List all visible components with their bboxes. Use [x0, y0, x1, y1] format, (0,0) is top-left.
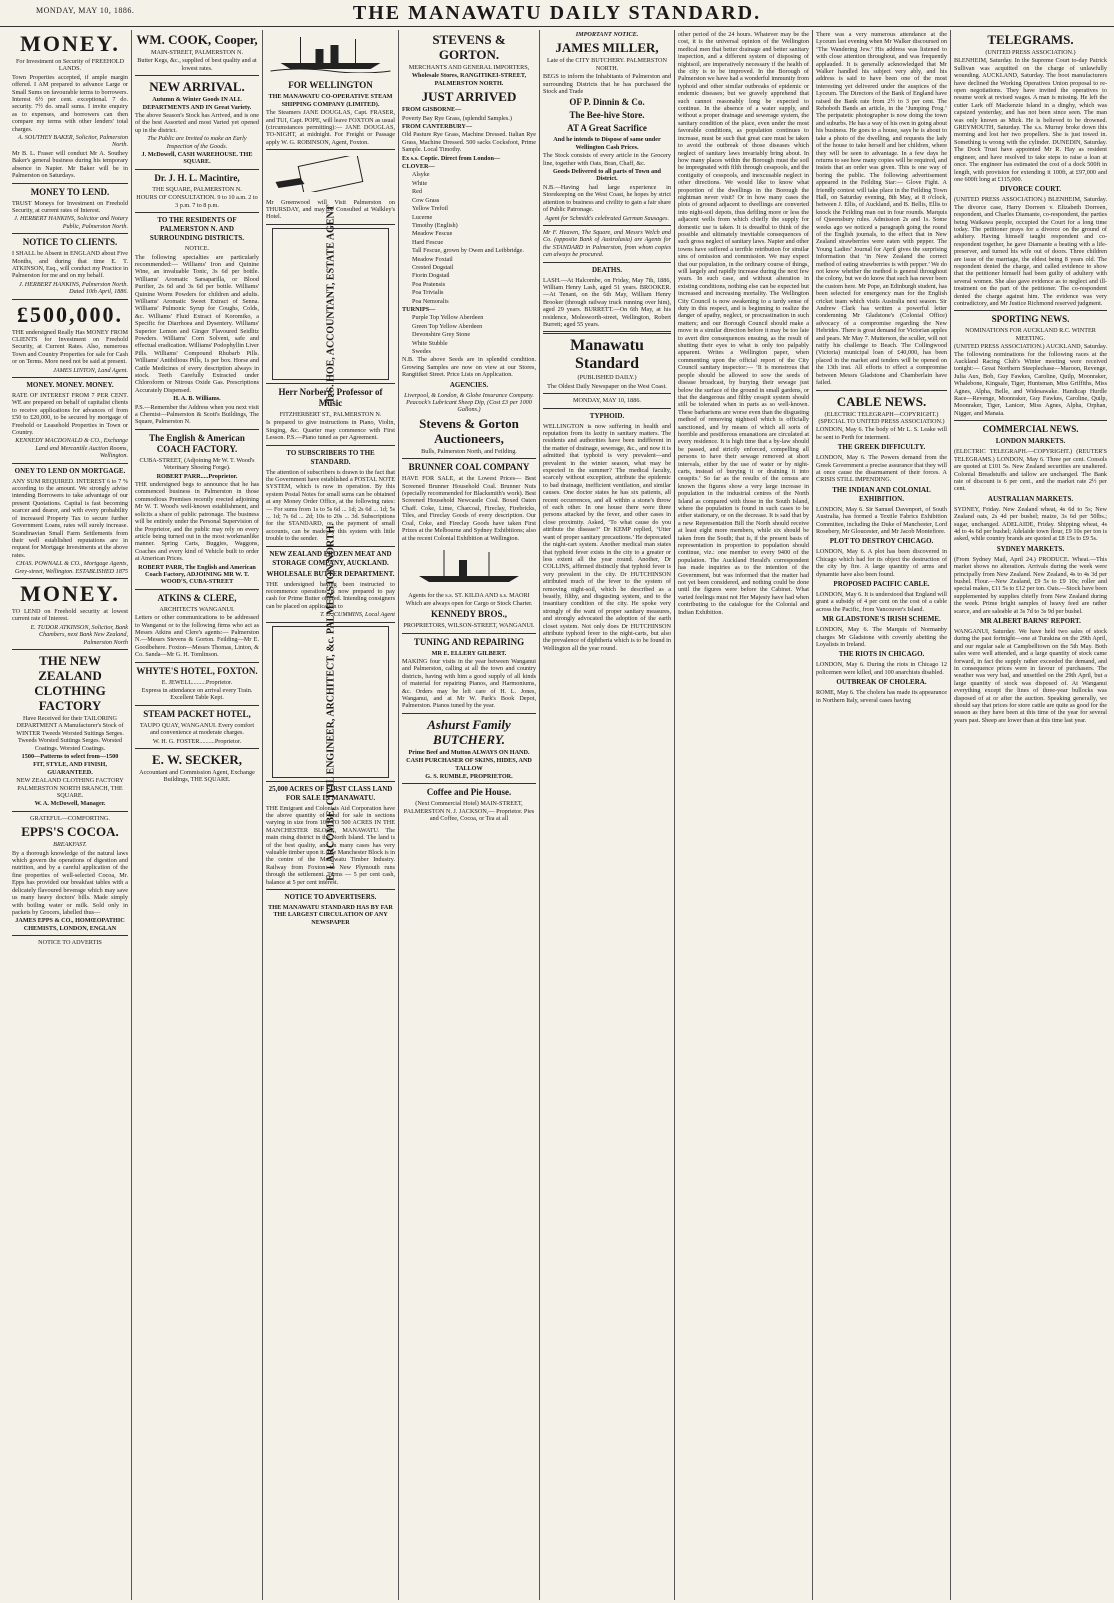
money-body: Town Properties accepted, if ample margin offered. I AM prepared to advance Large or Small Sums on favourable terms to borrowers. Interest 6½ per cent. exceptional. 7 do. security. 7½ do. small sums. I invite enquiry as to expenses, and borrowers can then compare my terms with other lenders' total charges.	[12, 73, 128, 133]
coop-heading: THE MANAWATU CO-OPERATIVE STEAM SHIPPING COMPANY (LIMITED).	[268, 93, 393, 108]
greenwood-body: Mr Greenwood will Visit Palmerston on THURSDAY, and may be Consulted at Walkley's Hotel.	[266, 198, 395, 221]
arrival-signature: J. McDowell, CASH WAREHOUSE. THE SQUARE.	[141, 151, 253, 166]
list-item: Poa Trivialis	[412, 289, 444, 297]
column-6	[678, 30, 813, 1600]
list-item: White	[412, 179, 428, 187]
telegrams-body: BLENHEIM, Saturday. In the Supreme Court to-day Patrick Sullivan was acquitted on the charge of unlawfully wounding. AUCKLAND, Saturday. The boot manufacturers have declined the Working Operatives Union proposal to re-open negotiations. They have invited the operatives to resume work at revised wages. A man is missing. He left the cutter Lark off Mackenzie Island in a dinghy, which was capsized yesterday, and has not been since seen. The man was only known as Mick. He is believed to be drowned. GREYMOUTH, Saturday. The s.s. Murray broke down this morning and lost her two propellers. She is just towed in. Something is wrong with the cylinder. DUNEDIN, Saturday. The Dock Trust have appointed Mr R. Hay as resident engineer, and have resolved to take steps to raise a loan at once. The engineer has estimated the cost of a dock 500ft in length, with provision for extending it 100ft, at £97,000 and one 600ft long at £115,000.	[954, 57, 1107, 183]
coach-body: THE undersigned begs to announce that he has commenced business in Palmerston in those commodious Premises recently erected adjoining Mr W. T. Wood's well-known establishment, and solicits a share of public patronage. The business will be entirely under the Personal Supervision of the Proprietor, and the public may rely on every article being turned out in the most workmanlike manner. Spring Carts, Buggies, Waggons, Coaches and every kind of Vehicle built to order at American Prices.	[135, 481, 259, 563]
epps-tagline: GRATEFUL—COMFORTING.	[30, 814, 110, 822]
kennedy-heading: KENNEDY BROS.,	[431, 609, 507, 620]
typhoid-heading: TYPHOID.	[589, 411, 625, 420]
list-item: Crested Dogstail	[412, 263, 454, 271]
list-item: Swedes	[412, 348, 431, 355]
chicago-body: LONDON, May 6. A plot has been discovered in Chicago which had for its object the destruction of the city by fire. A large quantity of arms and dynamite have also been found.	[816, 548, 947, 578]
money-heading: MONEY.	[20, 31, 120, 56]
money2-signature: E. TUDOR ATKINSON, Solicitor, Bank Chambers, next Bank New Zealand, Palmerston North	[30, 623, 128, 646]
sg-coptic: Ex s.s. Coptic. Direct from London—	[402, 154, 501, 162]
miller-body2: The Stock consists of every article in the Grocery line, together with Oats, Bran, Chaff, &c.	[543, 152, 671, 167]
editorial-continuation: other period of the 24 hours. Whatever may be the cost, it is the universal opinion of the Wellington medical men that better drainage and better sanitary inspection, and a different system of disposing of nightsoil, are imperatively necessary if the health of the city is to be improved. In the Borough of Palmerston we have had a wonderful immunity from typhoid and other similar outbreaks of epidemic or endemic diseases; but we gravely apprehend that such cannot reasonably long be expected to continue. In the absence of a water supply, and without a proper drainage and sewerage system, the sanitary condition of the place, even under the most favorable conditions, as population continues to increase, must be such that great care must be taken to avoid the outbreak of those diseases which neglect of sanitary laws invariably bring about. In how many places within the Borough must the soil be impregnated with filth through cesspools, and the contiguity of cesspools, and inexcusable neglect in other directions. We would like to know what proportion of the dwellings in the Borough the nightman never visit? Or in how many cases the plots of ground adjacent to dwellings are converted into night-soil depots, thus defiling more or less the adjacent wells from which chiefly the supply for domestic use is taken. It is dreadful to think of the possible and ultimately inevitable consequences of such gross neglect of sanitary laws. Napier and other towns have suffered a terrible retribution for similar sins of omission and commission. We may expect that our population, in the ordinary course of things, will largely and rapidly increase during the next few years. In such case, and without alteration in existing conditions, nothing else can be expected but increased and increasing mortality. The Wellington City Council is now awakening to a tardy sense of duty in this respect, and is beginning to realize the danger of apathy, neglect, or procrastination in such matters; and our Borough Council should make a move in a similar direction before it may be too late to avert dire consequences ensuing, as the result of shutting their eyes to what is only too palpably apparent. Writes a Wellington paper, when commenting upon the official report of the City Council sanitary inspector:— ‘It is monstrous that people should be allowed to sow the seeds of disease broadcast, by burying their sewage just below the surface of the ground in small gardens, or that the dangerous and filthy cesspit system should still be tolerated when in parts as so well-known. These barbarisms are worse even than the disgusting method of removing nightsoil which is officially sanctioned, and by means of which all sorts of horrible and pestiferous emanations are circulated at every residence. It is high time that a by-law should be passed, and strictly enforced, compelling all persons to have their sewage removed at short intervals, either by the use of water or by night-carts, instead of burying it or draining it into cesspits.’ So far as the results of the census are known the figures show a very large increase in population in the industrial centres of the North Island as compared with those in the South Island, where the population is found in such cases to be either stationary, or on the decrease. It is said that by a new Representation Bill the North should receive at least eight more members, while six should be taken from the South; that is, if the present basis of representation in proportion to population should continue, viz.: one member to every 9400 of the population. The Auckland Herald's correspondent has made inquiries as to the intention of the Government, but was informed that the matter had not yet been considered, and nothing could be done until the figures were before the Cabinet. What varied feelings must not Her Majesty have had when contributing to the catalogue for the Colonial and Indian Exhibition.	[678, 31, 809, 616]
commercial-heading: COMMERCIAL NEWS.	[982, 424, 1079, 435]
list-item: Hard Fescue	[412, 238, 444, 246]
list-item: Devonshire Grey Stone	[412, 331, 471, 339]
hoe-advert-text: T. S. HOE, ACCOUNTANT, ESTATE AGENT	[324, 204, 336, 404]
mmm-heading: MONEY. MONEY. MONEY.	[26, 381, 114, 389]
cholera-heading: OUTBREAK OF CHOLERA.	[836, 678, 927, 687]
epps-subheading: BREAKFAST.	[53, 841, 87, 849]
big-sum-signature: JAMES LINTON, Land Agent.	[53, 366, 128, 374]
money2-heading: MONEY.	[20, 580, 120, 606]
deaths-body: LASH.—At Halcombe, on Friday, May 7th, 1886, William Henry Lash, aged 51 years. BROOKER.—At Tenant, on the 6th May, William Henry Brooker (through railway truck running over him), aged 29 years. BURRETT.—On 6th May, at his residence, Molesworth-street, Wellington, Robert Burrett; aged 55 years.	[543, 276, 671, 328]
ashurst-body: CASH PURCHASER OF SKINS, HIDES, AND TALLOW	[406, 757, 532, 772]
big-sum-heading: £500,000.	[17, 301, 123, 327]
list-item: White Stubble	[412, 339, 448, 347]
epps-signature: JAMES EPPS & CO., HOMŒOPATHIC CHEMISTS, LONDON, ENGLAN	[15, 917, 125, 932]
heaven-notice: Mr F. Heaven, The Square, and Messrs Welch and Co. (opposite Bank of Australasia) are Agents for the STANDARD in Palmerston, from whom copies can always be procured.	[543, 228, 671, 259]
barns-body: WANGANUI, Saturday. We have held two sales of stock during the past fortnight—one at Turakina on the 29th April, and our regular sale at Campbelltown on the 5th May. Both sales were well attended, and a large quantity of stock came forward, in fact the supply rather exceeded the demand, and in consequence prices were in favour of purchasers. The weather was very bad, and unsettled on the 29th April, but a large quantity of stock was disposed of. At Wanganui everything except the lines of three-year bullocks was disposed of at or after the auction. Speaking generally, we should say that prices for store cattle are quite as good for the season as they have been at this time of the year for several years past. Sheep are lower than at this time last year.	[954, 628, 1107, 724]
australian-heading: AUSTRALIAN MARKETS.	[987, 494, 1074, 503]
sacrifice: AT A Great Sacrifice	[567, 123, 647, 134]
agencies-body: Liverpool, & London, & Globe Insurance Company. Peacock's Lubricant Sheep Dip, (Cost £3 per 1000 Gallons.)	[404, 391, 534, 414]
steamship-illustration	[402, 546, 536, 586]
mortgage-heading: ONEY TO LEND ON MORTGAGE.	[14, 466, 126, 475]
pacific-heading: PROPOSED PACIFIC CABLE.	[833, 580, 930, 588]
list-item: Green Top Yellow Aberdeen	[412, 322, 483, 330]
list-item: Fiorin Dogstail	[412, 272, 450, 280]
agencies-heading: AGENCIES.	[449, 380, 489, 389]
nz-clothing-body: Have Received for their TAILORING DEPARTMENT A Manufacturer's Stock of WINTER Tweeds Worsted Suitings Serges. Tweeds Worsted Suitings Serges. Worsted Coatings. Worsted Coatings.	[16, 714, 124, 752]
telegrams-heading: TELEGRAMS.	[987, 32, 1074, 47]
sg-gisborne-text: Poverty Bay Rye Grass, (splendid Samples.)	[402, 114, 512, 122]
colonial-body: LONDON, May 6. Sir Samuel Davenport, of South Australia, has formed a Textile Fabrics Exhibition Committee, including the Duke of Manchester, Lord Rosebery, Mr Gloucester, and Mr Jacob Montefiore.	[816, 505, 947, 535]
list-item: Tall Fescue, grown by Owen and Leibbridge.	[412, 247, 524, 255]
list-item: Meadow Fescue	[412, 230, 453, 238]
sg-gisborne: FROM GISBORNE—	[402, 106, 462, 114]
whyte-body: Express in attendance on arrival every Train. Excellent Table Kept.	[141, 687, 253, 702]
list-item: Meadow Foxtail	[412, 255, 453, 263]
coach-proprietor: ROBERT PARR.....Proprietor.	[156, 472, 238, 480]
masthead-title: THE MANAWATU DAILY STANDARD.	[352, 2, 762, 24]
cable-body: LONDON, May 6. The body of Mr L. S. Leake will be sent to Perth for interment.	[816, 426, 947, 441]
frozen-meat-heading: NEW ZEALAND FROZEN MEAT AND STORAGE COMPANY, AUCKLAND.	[269, 549, 392, 567]
local-news: There was a very numerous attendance at the Lyceum last evening when Mr Walker discoursed on ‘The Wandering Jew.’ His address was listened to with close attention throughout, and was frequently applauded. It is generally acknowledged that Mr Walker handled his subject very ably, and his address is said to have been one of the most interesting yet delivered under the auspices of the Lyceum. The Directors of the Bank of England have raised the Bank rate from 2½ to 3 per cent. The Rehoboth Bands an article, in the ‘Jumping Frog.’ The peripatetic photographer is now doing the town and suburbs. He has a way of his own in going about his business. He goes to a house, says he is about to take a photo of the dwelling, and requests the lady of the house to take herself and her children, where they will be seen to advantage. In a few days he returns to see how many copies will be required, and insists that an order was given. This is one way of boring the public. The following advertisement appeared in the Feilding Star:— Glove Fight. A friendly contest will take place in the Feilding Town Hall, on Saturday evening, 8th May, at 8 o'clock, between J. Ellis, of Auckland, and B. Bellis, Ellis to knock the Feilding man out in four rounds. Marquis of Queensbury rules. Admission 2s and 1s. Some weeks ago we noticed a paragraph going the round of the English journals, to the effect that in New Zealand strawberries were eaten with pepper. The Young Ladies' Journal for April gives the surprising information that ‘in New Zealand the correct method of eating strawberries is with pepper.’ We do not know whether the method is general throughout the colony, but we do know that such has never been the custom here. Mr Pope, an Edinburgh student, has been selected for emergency man for the English cricket team which visits Australia next season. Sir Andrew Clark has written a powerful letter condemning Mr Gladstone's (Colonial Office) advocacy of a compromise regarding the New Hebrides. There is great demand for Victorian apples and pears. Mr May 7. Mutterson, the sculler, will not ratify his challenge to Beach. The Collingwood (Victoria) municipal loan of £40,000, has been placed in the market and tenders will be opened on the 13th inst. All efforts to effect a compromise between Messrs Gladstone and Chamberlain have failed.	[816, 31, 948, 387]
coach-signature: ROBERT PARR, The English and American Coach Factory, ADJOINING MR W. T. WOOD'S, CUBA-STREET	[138, 563, 256, 586]
paper-title: Manawatu Standard	[570, 337, 644, 373]
packet-signature: W. H. G. FOSTER..........Proprietor.	[152, 737, 242, 745]
sg-heading: STEVENS & GORTON.	[432, 32, 506, 62]
list-item: Purple Top Yellow Aberdeen	[412, 314, 484, 322]
column-1	[12, 30, 132, 1600]
telegrams-sub: (UNITED PRESS ASSOCIATION.)	[985, 49, 1076, 56]
subscribers-body: The attention of subscribers is drawn to the fact that the Government have established a POSTAL NOTE SYSTEM, which is now in operation. By this system Postal Notes for small sums can be obtained at any Money Order Office, at the following rates:— For sums from 1s to 5s 6d ... 1d; 2s 6d ... 1d; 5s ... 1d; 7s 6d ... 2d; 10s to 20s ... 3d. Subscriptions for the STANDARD, or the payment of small accounts, can be made by this system with little trouble to the sender.	[266, 468, 395, 543]
australian-body: SYDNEY, Friday. New Zealand wheat, 4s 6d to 5s; New Zealand oats, 2s 4d per bushel; maize, 3s 6d per 50lbs.; sugar, unchanged. ADELAIDE, Friday. Shipping wheat, 4s 4d to 4s 6d per bushel; Adelaide town flour, £9 10s per ton is asked, while country brands are quoted at £8 15s to £9 5s.	[954, 505, 1107, 543]
column-7	[816, 30, 951, 1600]
coach-address: CUBA-STREET, (Adjoining Mr W. T. Wood's Veterinary Shoeing Forge).	[139, 456, 255, 472]
miller-sub: Late of the CITY BUTCHERY. PALMERSTON NORTH.	[547, 57, 667, 72]
money-subheading: For Investment on Security of FREEHOLD LANDS.	[15, 58, 125, 73]
packet-body: TAUPO QUAY, WANGANUI. Every comfort and convenience at moderate charges.	[139, 721, 255, 737]
notice-clients-body: I SHALL be Absent in ENGLAND about Five Months, and during that time E. T. ATKINSON, Esq., will conduct my Practice in Palmerston for me and on my behalf.	[12, 250, 128, 280]
tuning-sub: MR E. ELLERY GILBERT.	[431, 649, 507, 657]
turnips-list	[402, 314, 536, 355]
butter-signature: T. D. CUMMINS, Local Agent	[320, 611, 395, 619]
dinnin: OF P. Dinnin & Co.	[569, 97, 645, 108]
atkins-heading: ATKINS & CLERE,	[157, 592, 237, 603]
arrival-body: The above Season's Stock has Arrived, and is one of the best Assorted and most Varied yet opened up in the district.	[135, 112, 259, 134]
norberg-address: FITZHERBERT ST., PALMERSTON N.	[279, 410, 382, 418]
nz-clothing-signature: W. A. McDowell, Manager.	[34, 800, 106, 808]
residents-ps: P.S.—Remember the Address when you next visit a Chemist—Palmerston & Scott's Buildings, The Square, Palmerston N.	[135, 403, 259, 426]
masthead-date: MONDAY, MAY 10, 1886.	[36, 6, 135, 15]
coffee-body: (Next Commercial Hotel) MAIN-STREET, PALMERSTON N. J. JACKSON,— Proprietor. Pies and Coffee, Cocoa, or Tea at all	[403, 800, 535, 823]
arrival-subheading: Autumn & Winter Goods IN ALL DEPARTMENTS AND IN Great Variety.	[142, 96, 252, 111]
list-item: Timothy (English)	[412, 221, 458, 229]
epps-body: By a thorough knowledge of the natural laws which govern the operations of digestion and nutrition, and by a careful application of the fine properties of well-selected Cocoa, Mr. Epps has provided our breakfast tables with a delicately flavoured beverage which may save us many heavy doctors' bills. Made simply with boiling water or milk. Sold only in packets by Grocers, labelled thus—	[12, 849, 128, 916]
miller-heading: JAMES MILLER,	[555, 40, 659, 56]
acres-body: THE Emigrant and Colonists Aid Corporation have the above quantity of land for sale in sections varying in size from 100 TO 500 ACRES IN THE MANCHESTER BLOCK, MANAWATU. The main rising district in the North Island. The land is of the best quality, and in many cases has very valuable timber upon it. The Manchester Block is in the centre of the Manawatu Timber Industry. Railway from Foxton to New Plymouth runs through the settlement. Terms — 5 per cent cash, balance at 5 per cent interest.	[266, 804, 395, 886]
residents-notice: NOTICE.	[184, 245, 210, 253]
sg-note: N.B. The above Seeds are in splendid condition. Growing Samples are now on view at our Stores, Rangitikei Street. Price Lists on Application.	[402, 356, 536, 379]
column-5	[543, 30, 675, 1600]
list-item: Lucerne	[412, 213, 433, 221]
secker-heading: E. W. SECKER,	[152, 752, 242, 768]
tuning-body: MAKING four visits in the year between Wanganui and Palmerston, calling at all the town and country districts, having with him a good supply of all kinds of material for repairing Pianos, and Harmoniums, &c. Orders may be left care of H. L. Jones, Wanganui, and at Mr W. Park's Book Depot, Palmerston. Pianos tuned by the year.	[402, 657, 536, 710]
list-item: Poa Nemoralis	[412, 297, 449, 305]
sporting-body: (UNITED PRESS ASSOCIATION.) AUCKLAND, Saturday. The following nominations for the following races at the Auckland Racing Club's Winter meeting were received tonight:— Great Northern Steeplechase—Maroon, Revenge, Julia Aux, Bob, Guy Fawkes, Caroline, Quilp, Moonraker, Whalebone, Kingsale, Tiger, Huntsman, Miss Griffiths, Miss Agnes, Alpha, Belle, and Widesawake. Handicap Hurdle Race—Revenge, Moonraker, Guy Fawkes, Caroline, Quilp, Moonraker, Tiger, Lanicer, Miss Agnes, Alpha, Orphan, Nigger, and Manaia.	[954, 343, 1107, 417]
column-4	[402, 30, 540, 1600]
big-sum-body: THE undersigned Really Has MONEY FROM CLIENTS for Investment on Freehold Security, at Current Rates. Also, numerous Town and Country Properties for sale for Cash or on Terms. More need not be said at present.	[12, 328, 128, 366]
cook-address: MAIN-STREET, PALMERSTON N.	[150, 49, 243, 56]
subscribers-heading: TO SUBSCRIBERS TO THE STANDARD.	[286, 448, 375, 466]
column-8	[954, 30, 1110, 1600]
sg-turnips: TURNIPS—	[402, 305, 436, 313]
residents-signature: H. A. B. Williams.	[173, 395, 221, 403]
residents-heading: TO THE RESIDENTS OF PALMERSTON N. AND SURROUNDING DISTRICTS.	[149, 216, 245, 243]
brunner-body: HAVE FOR SALE, at the Lowest Prices— Best Screened Brunner Household Coal. Brunner Nuts (specially recommended for Blacksmith's work). Best Screened Household Newcastle Coal. Boxed Oaten Chaff. Coke, Lime, Charcoal, Fireclay, Firebricks, Tiles, and Fireclay Goods of every description. Our Coal, Coke, and Fireclay Goods have taken First Prizes at the Melbourne and Sydney Exhibitions; also at the recent Colonial Exhibition at Wellington.	[402, 475, 536, 542]
arrival-invite: The Public are Invited to make an Early Inspection of the Goods.	[147, 135, 247, 150]
notice-advertisers-heading: NOTICE TO ADVERTISERS.	[284, 893, 377, 902]
wellington-cash: And he intends to Dispose of same under Wellington Cash Prices.	[553, 136, 661, 151]
kennedy-sub: PROPRIETORS, WILSON-STREET, WANGANUI.	[403, 622, 535, 630]
sg-canterbury: FROM CANTERBURY—	[402, 123, 473, 131]
delivered: Goods Delivered to all parts of Town and District.	[552, 168, 661, 183]
epps-heading: EPPS'S COCOA.	[21, 824, 119, 840]
list-item: Red	[412, 188, 422, 196]
miller-body3: N.B.—Having had large experience in Storekeeping on the West Coast, he hopes by strict attention to business and civility to gain a fair share of Public Patronage.	[543, 183, 671, 214]
paper-date: MONDAY, MAY 10, 1886.	[573, 397, 641, 405]
lend-heading: MONEY TO LEND.	[30, 186, 110, 197]
cable-sub: (ELECTRIC TELEGRAPH—COPYRIGHT.) (SPECIAL TO UNITED PRESS ASSOCIATION.)	[818, 410, 945, 425]
deaths-heading: DEATHS.	[591, 265, 623, 274]
sg-canterbury-text: Old Pasture Rye Grass, Machine Dressed. Italian Rye Grass, Machine Dressed. 500 sacks Cocksfoot, Prime Sample. Local Timothy.	[402, 131, 536, 154]
wellington-heading: FOR WELLINGTON	[288, 80, 373, 91]
gladstone-heading: MR GLADSTONE'S IRISH SCHEME.	[822, 615, 941, 624]
lend-signature: J. HERBERT HANKINS, Solicitor and Notary Public, Palmerston North.	[14, 215, 128, 230]
miller-body: BEGS to inform the Inhabitants of Palmerston and surrounding Districts that he has purchased the Stock and Trade	[543, 73, 671, 96]
sg-store: Wholesale Stores, RANGITIKEI-STREET, PALMERSTON NORTH.	[411, 72, 527, 87]
list-item: Poa Pratensis	[412, 280, 446, 288]
steamship-illustration	[266, 33, 395, 73]
riots-heading: THE RIOTS IN CHICAGO.	[838, 650, 925, 659]
coach-heading: The English & American COACH FACTORY.	[149, 432, 245, 454]
sg-subheading: MERCHANTS AND GENERAL IMPORTERS,	[408, 64, 530, 71]
brunner-heading: BRUNNER COAL COMPANY	[408, 462, 530, 473]
coffee-heading: Coffee and Pie House.	[426, 787, 512, 798]
standard-circulation: THE MANAWATU STANDARD HAS BY FAR THE LARGEST CIRCULATION OF ANY NEWSPAPER	[268, 904, 393, 926]
list-item: Cow Grass	[412, 196, 440, 204]
macintire-address: THE SQUARE, PALMERSTON N.	[152, 185, 242, 193]
column-2	[135, 30, 263, 1600]
divorce-heading: DIVORCE COURT.	[1000, 185, 1061, 194]
greek-body: LONDON, May 6. The Powers demand from the Greek Government a precise assurance that they will at once cause the disarmament of their forces. A CRISIS STILL IMPENDING.	[816, 454, 947, 484]
nz-clothing-guarantee: FIT, STYLE, AND FINISH, GUARANTEED.	[33, 761, 107, 776]
coop-body: The Steamers JANE DOUGLAS, Capt. FRASER, and TUI, Capt. POPE, will leave FOXTON as usual (circumstances permitting):— JANE DOUGLAS, TO-NIGHT, at midnight. For Freight or Passage apply W. G. ROBINSON, Agent, Foxton.	[266, 109, 395, 146]
gladstone-body: LONDON, May 6. The Marquis of Normanby charges Mr Gladstone with covertly abetting the Loyalists in Ireland.	[816, 626, 947, 649]
money-signature: A. SOUTHEY BAKER, Solicitor, Palmerston North.	[17, 134, 128, 149]
whyte-heading: WHYTE'S HOTEL, FOXTON.	[136, 665, 258, 676]
typhoid-body: WELLINGTON is now suffering in health and reputation from its laxity in sanitary matters. The residents and authorities have been indifferent in the matter of drainage, sewerage, &c., and now it is admitted that typhoid is very prevalent—and prevalent in the winter season, what may be expected in the summer? The medical faculty, scarcely without exception, attribute the epidemic to bad drainage, inefficient ventilation, and similar causes. One doctor states he has six patients, all recent occurrences, and all within a stone's throw of each other. In one house there were three persons attacked by the fever, and other cases in close proximity. Asked, ‘To what cause do you attribute the disease?’ Dr KEMP replied, ‘Utter want of proper sanitary precautions.’ He deprecated the night-cart system. Another medical man states that typhoid fever exists in the city to a greater or less extent all the year round. Another, Dr COLLINS, affirmed distinctly that typhoid fever is very prevalent in the city. Dr HUTCHINSON attributed much of the fever to the system of removing night-soil, which he described as a beastly, filthy, and disgusting system, and to the insanitary condition of the city. He spoke very strongly of the want of proper sanitary measures, and strongly advocated the adoption of the earth closet system. Not only does Dr HUTCHINSON attribute typhoid fever to the night-carts, but also the prevalence of diphtheria which is to be found in Wellington all the year round.	[543, 422, 671, 652]
mortgage-signature: CHAS. POWNALL & CO., Mortgage Agents, Grey-street, Wellington. ESTABLISHED 1875	[14, 560, 128, 575]
paper-sub: (PUBLISHED DAILY.)	[577, 374, 637, 382]
pacific-body: LONDON, May 6. It is understood that England will grant a subsidy of 4 per cent on the cost of a cable across the Pacific, from Vancouver's Island.	[816, 591, 947, 613]
ashurst-signature: G. S. RUMBLE, PROPRIETOR.	[425, 773, 513, 780]
notice-clients-signature: J. HERBERT HANKINS, Palmerston North. Dated 10th April, 1886.	[18, 280, 128, 296]
larcombe-advert-text: E. LARCOMBE, CIVIL ENGINEER, ARCHITECT, &c. PALMERSTON NORTH.	[324, 522, 336, 881]
sporting-heading: SPORTING NEWS.	[991, 314, 1070, 325]
masthead	[0, 0, 1114, 27]
butter-body: THE undersigned having been instructed to recommence operations is now prepared to pay cash for Prime Butter offered. Intending consigners can be placed on application to	[266, 580, 395, 610]
cook-body: Butter Kegs, &c., supplied of best quality and at lowest rates.	[137, 57, 257, 72]
residents-body: The following specialties are particularly recommended:— Williams' Iron and Quinine Wine, an invaluable Tonic, 3s 6d per bottle. Williams' Aromatic Sarsaparilla, or Blood Purifier, 2s 6d and 3s 6d per bottle. Williams' Quinine Worm Powders for children and adults. Williams' Aromatic Sweet Extract of Senna. Williams' Pulmonic Syrup for Coughs, Colds, &c. Williams' Fluid Extract of Koromiko, a Specific for Diarrhoea and Dysentery. Williams' Superior Lemon and Ginger Flavoured Seidlitz Powders. Williams' Corn Solvent, safe and effectual eradication. Williams' Podophyllin Liver Pills. Williams' Compound Rhubarb Pills. Williams' Antibilious Pills, 1s per box. Horse and Cattle Medicines of every description always in stock. Teeth Carefully Extracted under Chloroform or Nitrous Oxide Gas. Prescriptions Accurately Dispensed.	[135, 253, 259, 394]
barns-heading: MR ALBERT BARNS' REPORT.	[980, 617, 1081, 625]
packet-heading: STEAM PACKET HOTEL,	[143, 708, 251, 719]
greek-heading: THE GREEK DIFFICULTY.	[837, 443, 926, 452]
important-notice: IMPORTANT NOTICE.	[575, 31, 639, 38]
money2-body: TO LEND on Freehold security at lowest current rate of Interest.	[12, 607, 128, 623]
schmidt: Agent for Schmidt's celebrated German Sausages.	[544, 214, 670, 222]
macintire-hours: HOURS OF CONSULTATION. 9 to 10 a.m. 2 to 3 p.m. 7 to 8 p.m.	[136, 194, 258, 209]
cook-heading: WM. COOK, Cooper,	[136, 32, 258, 47]
nz-clothing-patterns: 1500—Patterns to select from—1500	[21, 753, 119, 760]
column-3	[266, 30, 399, 1600]
divorce-body: (UNITED PRESS ASSOCIATION.) BLENHEIM, Saturday. The divorce case, Harry Dorreen v. Elizabeth Dorreen, respondent, and Charles Diamante, co-respondent, the parties being Waikawa people, occupied the Court for a long time today. The petitioner prays for a divorce on the ground of adultery. Having himself taught respondent and co-respondent together, he gave Diamante a beating with a life-preserver, and turned his wife out of doors. Three children are issue of the marriage, the eldest being 8 years old. The respondent denied the charge, and called evidence to show that the petitioner himself had been guilty of adultery with several women. She also gave evidence as to neglect and ill-treatment on the part of the petitioner. The co-respondent denied the charge against him. The evidence was very contradictory, and Mr Justice Richmond reserved judgment.	[954, 196, 1107, 307]
auctioneers-sub: Bulls, Palmerston North, and Feilding.	[421, 447, 517, 455]
mmm-body: RATE OF INTEREST FROM 7 PER CENT. WE are prepared on behalf of capitalist clients to receive applications for advances of from £50 to £20,000, to be secured by mortgage of Freehold or Leasehold Properties in Town or Country.	[12, 392, 128, 437]
secker-body: Accountant and Commission Agent, Exchange Buildings, THE SQUARE.	[139, 769, 255, 784]
paper-tagline: The Oldest Daily Newspaper on the West Coast.	[547, 382, 667, 390]
acres-heading: 25,000 ACRES OF FIRST CLASS LAND FOR SALE IN MANAWATU.	[268, 784, 393, 802]
kennedy-agents: Agents for the s.s. ST. KILDA AND s.s. MAORI Which are always open for Cargo or Stock Charter.	[405, 592, 533, 607]
atkins-body: Letters or other communications to be addressed to Wanganui or to the following firms who act as Messrs Atkins and Clere's agents:— Palmerston N.—Messrs Stevens & Gorton. Feilding—Mr E. Goodbehere. Foxton—Messrs Thomas, Linton, & Co. Sanda—Mr G. H. Tomlinson.	[135, 614, 259, 659]
atkins-subheading: ARCHITECTS WANGANUI.	[159, 605, 235, 613]
mortgage-body: ANY SUM REQUIRED. INTEREST 6 to 7 % according to the amount. We strongly advise intending Borrowers to take advantage of our present Quotations. Capital is fast becoming scarcer and dearer, and with every probability of increased Property Tax to secure further Government Loans, rates will surely increase. Scandinavian Small Farm Settlements from their well established reputations are in request for Mortgage Investments at the above rates.	[12, 477, 128, 559]
clover-list	[402, 171, 536, 305]
ashurst-heading: Ashurst Family BUTCHERY.	[427, 716, 511, 747]
sg-clover: CLOVER—	[402, 163, 435, 171]
nz-clothing-heading: THE NEW ZEALAND CLOTHING FACTORY	[34, 652, 106, 713]
sporting-sub: NOMINATIONS FOR AUCKLAND R.C. WINTER MEETING.	[965, 327, 1096, 342]
ashurst-sub: Prime Beef and Mutton ALWAYS ON HAND.	[408, 748, 530, 756]
list-item: Alsyke	[412, 171, 430, 179]
adv-notice: NOTICE TO ADVERTIS	[38, 939, 102, 947]
newspaper-columns	[12, 30, 1110, 1600]
mmm-signature: KENNEDY MACDONALD & CO., Exchange Land and Mercantile Auction Rooms, Wellington.	[15, 437, 128, 460]
money-note: Mr B. L. Fraser will conduct Mr A. Southey Baker's general business during his temporary absence in Napier. Mr Baker will be in Palmerston on Saturdays.	[12, 149, 128, 180]
notice-clients-heading: NOTICE TO CLIENTS.	[22, 237, 118, 248]
auctioneers-heading: Stevens & Gorton Auctioneers,	[419, 415, 519, 446]
london-body: (ELECTRIC TELEGRAPH.—COPYRIGHT.) (REUTER'S TELEGRAMS.) LONDON, May 6. Three per cent. Consols are quoted at £101 5s. New Zealand securities are unaltered. Colonial Breadstuffs and tallow are unchanged. The Bank rate of discount is 6 per cent., and the market rate 2½ per cent.	[954, 448, 1107, 493]
whyte-proprietor: E. JEWELL.........Proprietor.	[161, 678, 233, 686]
list-item: Yellow Trefoil	[412, 205, 448, 213]
macintire-heading: Dr. J. H. L. Macintire,	[154, 172, 240, 183]
chicago-heading: PLOT TO DESTROY CHICAGO.	[829, 537, 934, 546]
hand-banner-illustration	[266, 156, 395, 192]
riots-body: LONDON, May 6. During the riots in Chicago 12 policemen were killed, and 100 anarchists disabled.	[816, 661, 947, 676]
norberg-heading: Herr Norberg, Professor of Music	[278, 386, 383, 408]
arrival-heading: NEW ARRIVAL.	[149, 79, 245, 95]
cholera-body: ROME, May 6. The cholera has made its appearance in Northern Italy, several cases having	[816, 689, 947, 704]
butter-heading: WHOLESALE BUTTER DEPARTMENT.	[266, 569, 395, 578]
tuning-heading: TUNING AND REPAIRING	[413, 636, 525, 647]
norberg-body: Is prepared to give instructions in Piano, Violin, Singing, &c. Quarter may commence with First Lesson. P.S.—Piano tuned as per Agreement.	[266, 419, 395, 442]
lend-body: TRUST Moneys for Investment on Freehold Security, at current rates of Interest.	[12, 199, 128, 214]
colonial-heading: THE INDIAN AND COLONIAL EXHIBITION.	[832, 485, 931, 503]
cable-heading: CABLE NEWS.	[836, 393, 927, 409]
london-heading: LONDON MARKETS.	[995, 437, 1066, 446]
sydney-heading: SYDNEY MARKETS.	[996, 544, 1065, 553]
beehive: The Bee-hive Store.	[569, 110, 645, 121]
sydney-body: (From Sydney Mail, April 24.) PRODUCE. Wheat.—This market shows no alteration. Arrivals during the week were principally from New Zealand. New Zealand, 4s to 4s 3d per bushel. Flour.—New Zealand, £9 5s to £9 10s; roller and special makes, £11 5s to £12 per ton. Oats.—Stock have been supplemented by supplies chiefly from New Zealand during the week. Prime bright samples of heavy feed are rather scarce, and are saleable at 3s 7d to 3s 9d per bushel.	[954, 555, 1107, 615]
sg-arrived: JUST ARRIVED	[421, 89, 517, 105]
nz-clothing-branch: NEW ZEALAND CLOTHING FACTORY PALMERSTON NORTH BRANCH, THE SQUARE.	[16, 777, 124, 800]
